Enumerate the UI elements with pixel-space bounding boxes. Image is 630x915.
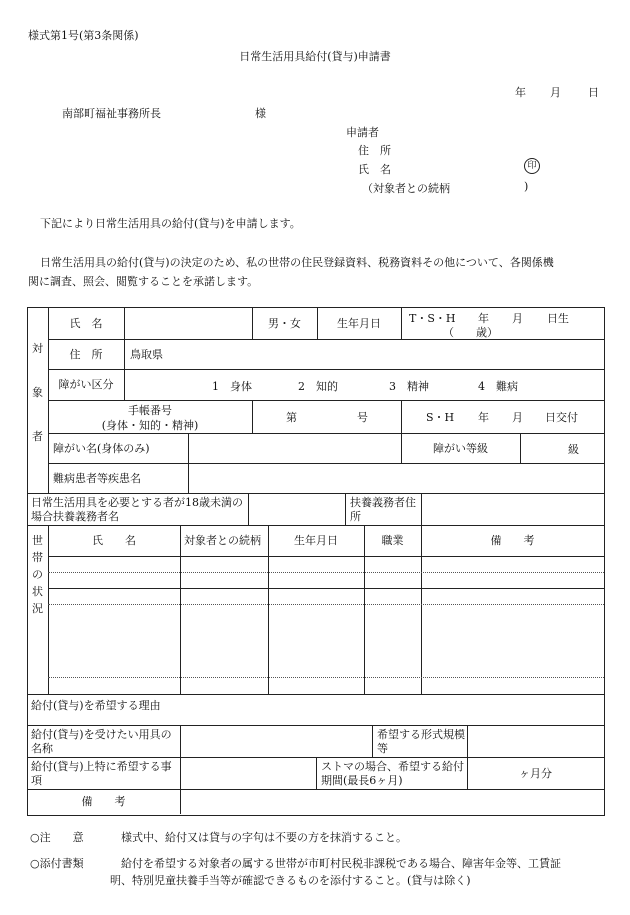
attachment-text-2: 明、特別児童扶養手当等が確認できるものを添付すること。(貸与は除く) [110,874,471,887]
issue-era-options[interactable]: S・H [426,411,455,424]
subject-name-field[interactable] [125,308,251,339]
handbook-type-label: (身体・知的・精神) [101,419,199,432]
issue-year-unit: 年 [478,411,489,424]
consent-line-1: 日常生活用具の給付(貸与)の決定のため、私の世帯の住民登録資料、税務資料その他について、各関係機 [40,256,554,269]
months-unit: ヶ月分 [519,766,552,780]
ostomy-period-label: ストマの場合、希望する給付期間(最長6ヶ月) [321,759,464,787]
category-mental[interactable]: 3 精神 [389,380,429,393]
applicant-label: 申請者 [346,126,379,139]
subject-vertical-label: 対 象 者 [32,342,43,443]
category-intractable[interactable]: 4 難病 [478,380,518,393]
form-number: 様式第1号(第3条関係) [28,29,139,42]
disability-name-label: 障がい名(身体のみ) [53,441,150,455]
seal-mark: 印 [524,158,540,174]
honorific: 様 [255,107,266,120]
guardian-name-label: 日常生活用具を必要とする者が18歳未満の場合扶養義務者名 [31,495,243,523]
applicant-name-label: 氏 名 [358,163,391,176]
subject-address-label: 住 所 [69,347,103,361]
subject-address-field[interactable]: 鳥取県 [130,347,163,361]
grade-unit: 級 [568,443,579,456]
intractable-disease-label: 難病患者等疾患名 [53,471,141,485]
form-title: 日常生活用具給付(貸与)申請書 [239,50,391,63]
household-vertical-label: 世 帯 の 状 況 [32,534,43,615]
attachment-text-1: 給付を希望する対象者の属する世帯が市町村民税非課税である場合、障害年金等、工賃証 [121,857,561,870]
handbook-number-prefix: 第 [286,411,297,424]
caution-label: ○注 意 [30,831,84,844]
handbook-number-suffix: 号 [357,411,368,424]
remarks-label: 備 考 [81,795,126,809]
subject-sex-options[interactable]: 男・女 [268,316,301,330]
date-day-label: 日 [588,86,599,99]
subject-birthdate-label: 生年月日 [337,316,381,330]
addressee: 南部町福祉事務所長 [62,107,161,120]
category-physical[interactable]: 1 身体 [212,380,252,393]
household-occupation-header: 職業 [381,534,404,548]
birth-era-options[interactable]: T・S・H [409,312,456,325]
consent-line-2: 関に調査、照会、閲覧することを承諾します。 [28,275,259,288]
household-name-header: 氏 名 [92,534,136,548]
disability-grade-label: 障がい等級 [433,441,488,455]
other-wishes-label: 給付(貸与)上特に希望する事項 [31,759,172,787]
guardian-address-label: 扶養義務者住所 [350,495,416,523]
issue-day-unit: 日交付 [545,411,578,424]
subject-name-label: 氏 名 [69,316,103,330]
household-relation-header: 対象者との続柄 [184,534,261,548]
date-month-label: 月 [550,86,561,99]
birth-day-unit: 日生 [547,312,569,325]
subject-age: （ 歳） [443,326,498,339]
birth-month-unit: 月 [512,312,523,325]
desired-spec-label: 希望する形式規模等 [377,727,465,755]
item-name-label: 給付(貸与)を受けたい用具の名称 [31,727,172,755]
applicant-address-label: 住 所 [358,144,391,157]
category-intellectual[interactable]: 2 知的 [298,380,338,393]
date-year-label: 年 [515,86,526,99]
applicant-relation-close: ) [524,180,529,193]
household-birthdate-header: 生年月日 [294,534,338,548]
issue-month-unit: 月 [512,411,523,424]
household-remarks-header: 備 考 [490,534,535,548]
disability-type-label: 障がい区分 [58,378,114,392]
request-reason-label: 給付(貸与)を希望する理由 [31,699,161,712]
attachment-label: ○添付書類 [30,857,84,870]
birth-year-unit: 年 [478,312,489,325]
applicant-relation-label: （対象者との続柄 [362,182,450,195]
caution-text: 様式中、給付又は貸与の字句は不要の方を抹消すること。 [121,831,407,844]
application-statement: 下記により日常生活用具の給付(貸与)を申請します。 [40,217,301,230]
handbook-label: 手帳番号 [128,404,172,417]
